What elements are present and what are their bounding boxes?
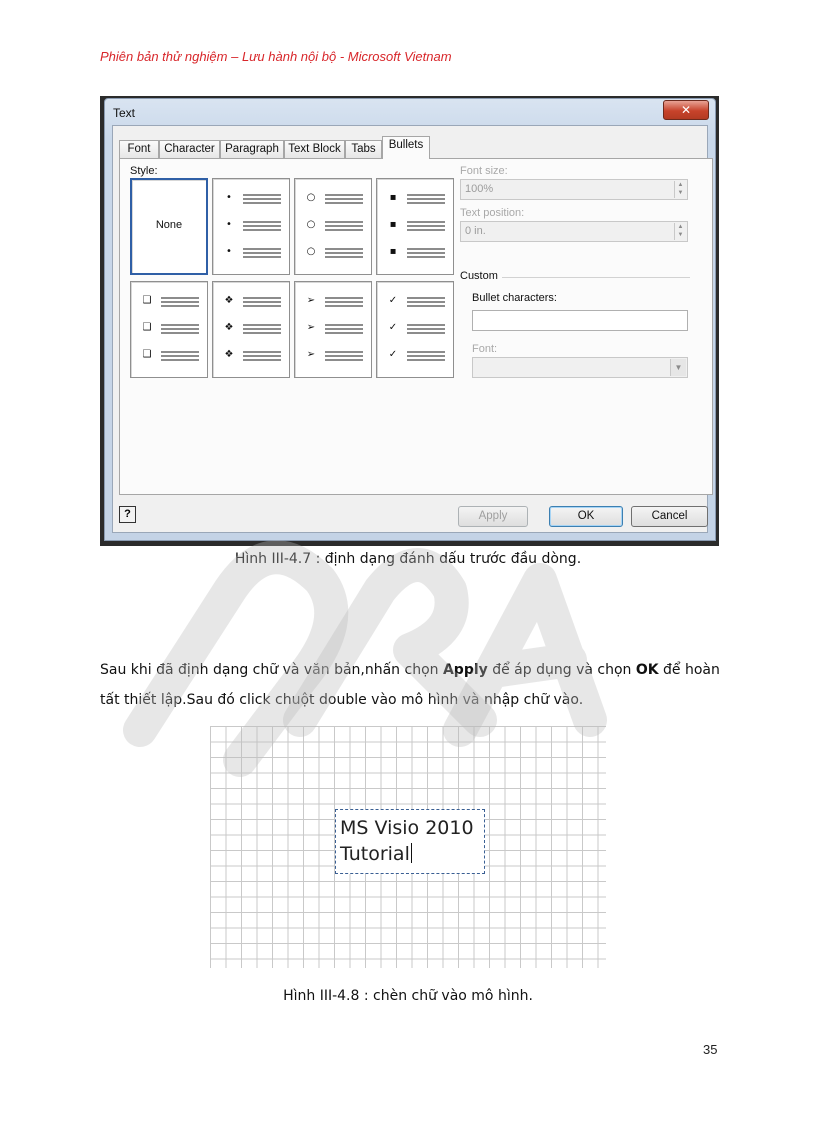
paragraph-text: để áp dụng và chọn — [487, 662, 636, 678]
spinner-icon[interactable]: ▲ ▼ — [674, 223, 686, 240]
arrow-bullet-icon: ➢ — [306, 295, 316, 306]
document-header: Phiên bản thử nghiệm – Lưu hành nội bộ - Microsoft Vietnam — [100, 49, 452, 64]
bullet-characters-input[interactable] — [472, 310, 688, 331]
arrow-bullet-icon: ➢ — [306, 322, 316, 333]
square-bullet-icon: ▪ — [389, 219, 397, 230]
style-none-label: None — [155, 219, 183, 231]
style-dot-option[interactable] — [212, 178, 290, 275]
font-select[interactable] — [472, 357, 688, 378]
checkbox-bullet-icon: ❑ — [142, 295, 152, 306]
paragraph-text: để hoàn tất thiết lập.Sau đó click chuột double vào mô hình và nhập chữ vào. — [100, 662, 720, 708]
visio-grid-figure — [210, 726, 606, 968]
custom-group-divider — [502, 277, 690, 278]
shape-text — [340, 815, 474, 867]
style-diamond-option[interactable] — [212, 281, 290, 378]
style-checkbox-option[interactable] — [130, 281, 208, 378]
tab-tabs[interactable]: Tabs — [345, 140, 382, 158]
figure-caption-1: Hình III-4.7 : định dạng đánh dấu trước đầu dòng. — [234, 551, 582, 567]
style-arrow-option[interactable] — [294, 281, 372, 378]
page-number: 35 — [703, 1042, 718, 1057]
tab-paragraph[interactable]: Paragraph — [220, 140, 284, 158]
shape-text-line-1: MS Visio 2010 — [340, 817, 474, 839]
checkbox-bullet-icon: ❑ — [142, 322, 152, 333]
check-bullet-icon: ✓ — [388, 295, 398, 306]
text-position-label: Text position: — [460, 207, 525, 219]
apply-keyword: Apply — [442, 662, 488, 678]
check-bullet-icon: ✓ — [388, 322, 398, 333]
dialog-window — [104, 98, 716, 541]
spinner-icon[interactable]: ▲ ▼ — [674, 181, 686, 198]
tab-font[interactable]: Font — [119, 140, 159, 158]
ok-keyword: OK — [635, 662, 659, 678]
style-none-option[interactable] — [130, 178, 208, 275]
style-check-option[interactable] — [376, 281, 454, 378]
circle-bullet-icon: ○ — [306, 246, 316, 257]
style-square-option[interactable] — [376, 178, 454, 275]
check-bullet-icon: ✓ — [388, 349, 398, 360]
diamond-bullet-icon: ❖ — [224, 322, 234, 333]
dialog-title: Text — [113, 106, 136, 120]
font-size-field[interactable] — [460, 179, 688, 200]
figure-caption-2: Hình III-4.8 : chèn chữ vào mô hình. — [283, 988, 533, 1004]
ok-button[interactable]: OK — [549, 506, 623, 527]
style-label: Style: — [130, 165, 158, 177]
dot-bullet-icon: • — [226, 219, 232, 230]
shape-text-line-2: Tutorial — [340, 843, 410, 865]
arrow-bullet-icon: ➢ — [306, 349, 316, 360]
dialog-client-area — [112, 125, 708, 533]
style-circle-option[interactable] — [294, 178, 372, 275]
bullet-characters-label: Bullet characters: — [472, 292, 557, 304]
circle-bullet-icon: ○ — [306, 219, 316, 230]
body-paragraph — [100, 655, 720, 715]
paragraph-text: Sau khi đã định dạng chữ và văn bản,nhấn chọn — [100, 662, 443, 678]
chevron-down-icon[interactable]: ▼ — [670, 359, 686, 376]
text-position-value: 0 in. — [465, 225, 486, 237]
text-dialog-screenshot — [100, 96, 719, 546]
text-cursor — [411, 843, 413, 863]
square-bullet-icon: ▪ — [389, 246, 397, 257]
cancel-button[interactable]: Cancel — [631, 506, 708, 527]
text-shape — [335, 809, 485, 874]
circle-bullet-icon: ○ — [306, 192, 316, 203]
custom-group-label: Custom — [460, 270, 498, 282]
diamond-bullet-icon: ❖ — [224, 349, 234, 360]
tab-bullets[interactable]: Bullets — [382, 136, 430, 159]
dot-bullet-icon: • — [226, 192, 232, 203]
checkbox-bullet-icon: ❑ — [142, 349, 152, 360]
font-label: Font: — [472, 343, 498, 355]
close-icon[interactable]: ✕ — [663, 100, 709, 120]
bullets-tab-panel — [119, 158, 713, 495]
font-size-label: Font size: — [460, 165, 508, 177]
tab-text-block[interactable]: Text Block — [284, 140, 345, 158]
tab-character[interactable]: Character — [159, 140, 220, 158]
square-bullet-icon: ▪ — [389, 192, 397, 203]
diamond-bullet-icon: ❖ — [224, 295, 234, 306]
dot-bullet-icon: • — [226, 246, 232, 257]
apply-button[interactable]: Apply — [458, 506, 528, 527]
font-size-value: 100% — [465, 183, 494, 195]
text-position-field[interactable] — [460, 221, 688, 242]
help-icon[interactable]: ? — [119, 506, 136, 523]
